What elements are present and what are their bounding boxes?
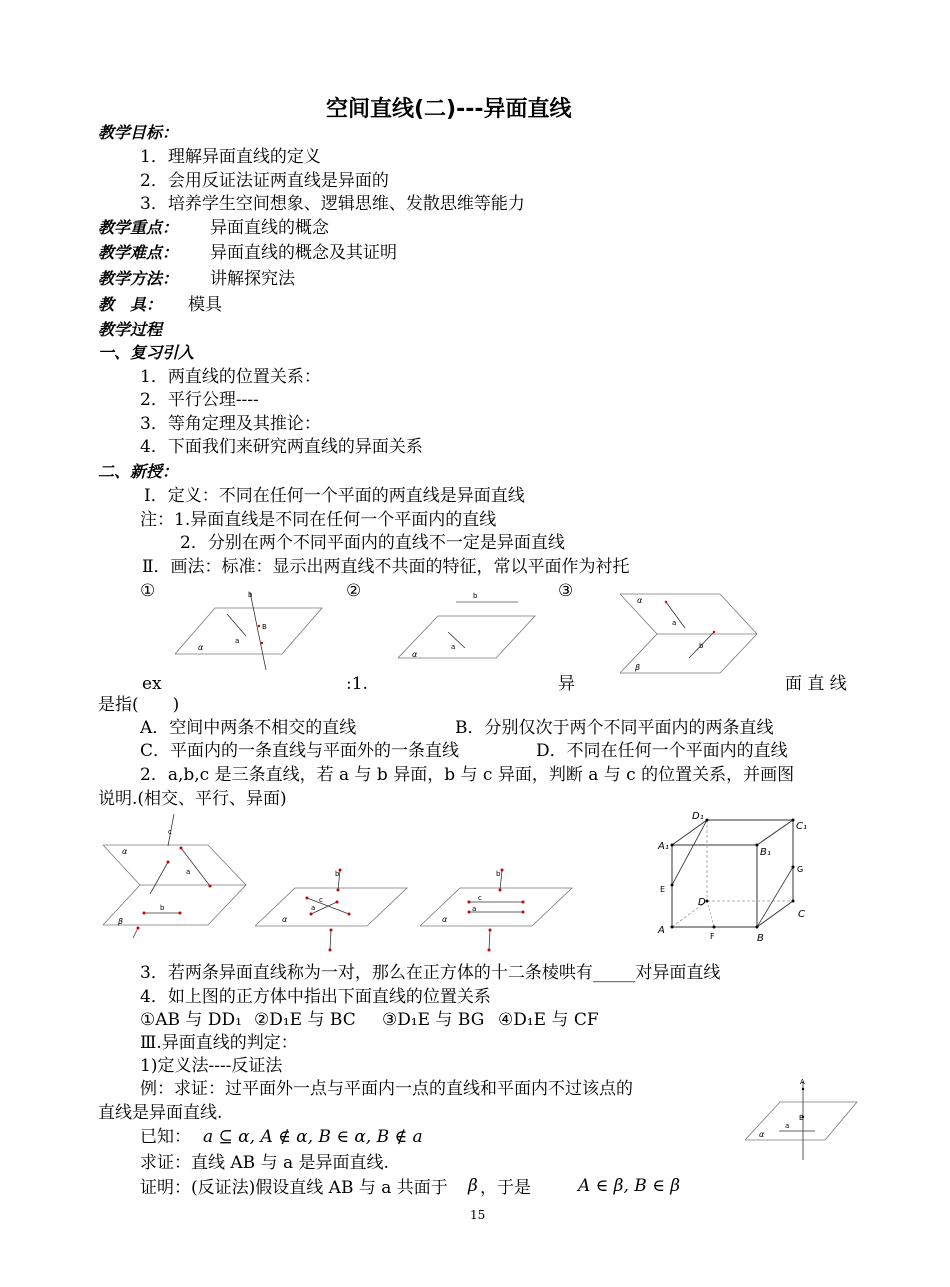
exercise-2-line: 说明.(相交、平行、异面) <box>98 789 287 809</box>
process-heading: 教学过程 <box>98 320 163 339</box>
label-B: B <box>757 933 764 944</box>
exercise-1-part: 面 直 线 <box>785 674 847 694</box>
label-B: B <box>799 1114 804 1122</box>
judge-example: 直线是异面直线. <box>98 1103 223 1123</box>
proof-beta: β <box>468 1176 478 1196</box>
review-item: 4．下面我们来研究两直线的异面关系 <box>140 437 423 457</box>
label-D1: D₁ <box>692 811 704 822</box>
label-alpha: α <box>198 643 204 652</box>
exercise-1-cont: 是指( ) <box>98 695 180 715</box>
objective-item: 3．培养学生空间想象、逻辑思维、发散思维等能力 <box>140 194 525 214</box>
judge-method: 1)定义法----反证法 <box>140 1056 283 1076</box>
method-text: 讲解探究法 <box>210 269 295 289</box>
label-B: B <box>262 623 267 631</box>
label-D: D <box>698 897 706 908</box>
label-A: A <box>658 925 665 936</box>
label-a: a <box>451 643 456 651</box>
label-a: a <box>472 905 477 913</box>
exercise-2-figure-1 <box>100 810 250 940</box>
figure-2-skew-lines <box>398 590 538 665</box>
label-B1: B₁ <box>760 847 771 858</box>
review-heading: 一、复习引入 <box>98 343 195 362</box>
new-lesson-heading: 二、新授： <box>98 462 179 481</box>
label-C1: C₁ <box>796 821 807 832</box>
key-points-text: 异面直线的概念 <box>210 218 329 238</box>
figure-number: ① <box>140 581 156 601</box>
label-alpha: α <box>637 596 643 605</box>
page-title: 空间直线(二)---异面直线 <box>326 97 572 122</box>
label-alpha: α <box>122 847 128 856</box>
objectives-heading: 教学目标： <box>98 123 179 142</box>
exercise-2-figure-3 <box>420 862 580 954</box>
drawing-method: Ⅱ．画法：标准：显示出两直线不共面的特征，常以平面作为衬托 <box>142 557 630 577</box>
exercise-1-part: :1. <box>346 674 368 694</box>
label-b: b <box>699 642 704 650</box>
tools-label: 教 具： <box>98 295 163 314</box>
proof-math: A ∈ β, B ∈ β <box>578 1176 681 1196</box>
note-2: 2．分别在两个不同平面内的直线不一定是异面直线 <box>180 533 565 553</box>
proof-text: 证明：(反证法)假设直线 AB 与 a 共面于 <box>140 1178 448 1198</box>
label-G: G <box>797 865 804 874</box>
tools-text: 模具 <box>188 295 222 315</box>
figure-1-skew-lines <box>175 588 325 673</box>
label-b: b <box>473 592 478 600</box>
label-a: a <box>235 637 240 645</box>
label-a: a <box>785 1122 790 1130</box>
known-math: a ⊆ α, A ∉ α, B ∈ α, B ∉ a <box>203 1127 423 1147</box>
label-b: b <box>496 870 501 878</box>
page-number: 15 <box>470 1208 486 1222</box>
judge-heading: Ⅲ.异面直线的判定： <box>140 1033 298 1053</box>
objective-item: 2．会用反证法证两直线是异面的 <box>140 171 389 191</box>
exercise-4-question: ③D₁E 与 BG <box>382 1010 485 1030</box>
exercise-4-question: ①AB 与 DD₁ <box>140 1010 242 1030</box>
label-alpha: α <box>759 1130 765 1139</box>
exercise-3: 3．若两条异面直线称为一对，那么在正方体的十二条棱哄有_____对异面直线 <box>140 963 721 983</box>
label-b: b <box>160 904 165 912</box>
option-b: B．分别仅次于两个不同平面内的两条直线 <box>455 718 774 738</box>
judge-example: 例：求证：过平面外一点与平面内一点的直线和平面内不过该点的 <box>140 1079 633 1099</box>
label-a: a <box>672 619 677 627</box>
label-c: c <box>168 828 172 836</box>
objective-item: 1．理解异面直线的定义 <box>140 147 321 167</box>
label-alpha: α <box>282 915 288 924</box>
figure-3-two-planes <box>617 586 762 678</box>
exercise-2-figure-2 <box>255 862 415 954</box>
option-a: A．空间中两条不相交的直线 <box>140 718 357 738</box>
exercise-4-question: ④D₁E 与 CF <box>498 1010 599 1030</box>
prove-statement: 求证：直线 AB 与 a 是异面直线. <box>140 1153 389 1173</box>
label-E: E <box>660 885 666 894</box>
option-c: C．平面内的一条直线与平面外的一条直线 <box>140 741 460 761</box>
label-A: A <box>800 1078 805 1086</box>
definition-text: Ⅰ．定义：不同在任何一个平面的两直线是异面直线 <box>144 486 525 506</box>
exercise-4-line: 4．如上图的正方体中指出下面直线的位置关系 <box>140 987 491 1007</box>
known-label: 已知： <box>140 1127 191 1147</box>
label-b: b <box>248 591 253 599</box>
judge-figure <box>745 1075 860 1163</box>
label-C: C <box>798 909 805 920</box>
difficult-points-label: 教学难点： <box>98 243 179 262</box>
review-item: 3．等角定理及其推论： <box>140 414 321 434</box>
difficult-points-text: 异面直线的概念及其证明 <box>210 243 397 263</box>
label-beta: β <box>635 663 641 672</box>
cube-figure <box>650 805 825 950</box>
label-beta: β <box>118 917 124 926</box>
exercise-4-question: ②D₁E 与 BC <box>254 1010 356 1030</box>
label-F: F <box>710 932 715 941</box>
exercise-1-part: ex <box>142 674 162 694</box>
label-alpha: α <box>412 650 418 659</box>
label-c: c <box>478 894 482 902</box>
figure-number: ③ <box>558 581 574 601</box>
label-a: a <box>186 868 191 876</box>
review-item: 2．平行公理---- <box>140 390 259 410</box>
option-d: D．不同在任何一个平面内的直线 <box>536 741 788 761</box>
note-1: 注：1.异面直线是不同在任何一个平面内的直线 <box>140 510 497 530</box>
label-alpha: α <box>442 915 448 924</box>
exercise-2-line: 2．a,b,c 是三条直线，若 a 与 b 异面，b 与 c 异面，判断 a 与 c 的位置关系，并画图 <box>140 765 795 785</box>
label-b: b <box>335 870 340 878</box>
label-A1: A₁ <box>658 841 669 852</box>
label-c: c <box>319 896 323 904</box>
key-points-label: 教学重点： <box>98 218 179 237</box>
exercise-1-part: 异 <box>558 674 575 694</box>
label-a: a <box>311 904 316 912</box>
figure-number: ② <box>346 581 362 601</box>
proof-text: ，于是 <box>480 1178 531 1198</box>
method-label: 教学方法： <box>98 269 179 288</box>
review-item: 1．两直线的位置关系： <box>140 367 321 387</box>
